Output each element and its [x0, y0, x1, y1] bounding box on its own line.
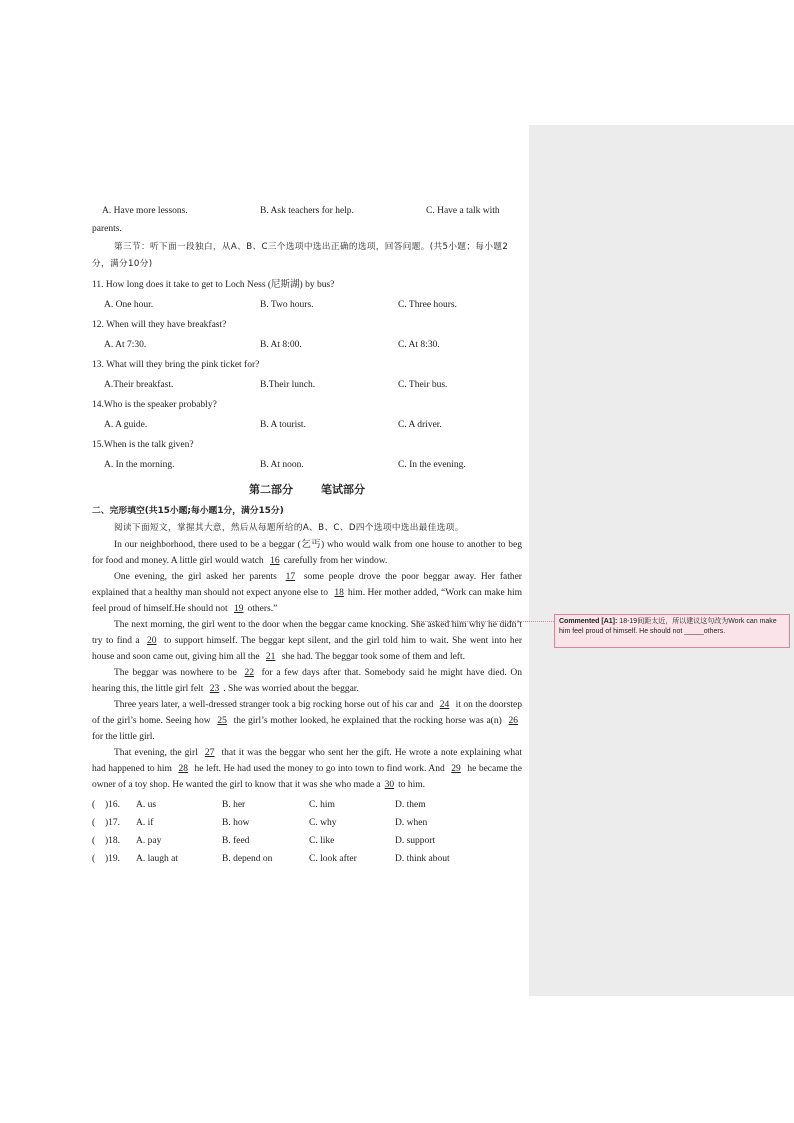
choice-a: A. us [136, 800, 157, 810]
passage-paragraph [92, 665, 522, 697]
answer-option-row [92, 850, 522, 868]
choice-c: C. why [309, 818, 337, 828]
choice-b: B. feed [222, 836, 250, 846]
question-stem: 11. How long does it take to get to Loch Ness (尼斯湖) by bus? [92, 280, 335, 290]
blank-number: 22 [244, 668, 254, 678]
blank-number: 18 [334, 588, 344, 598]
passage-text: . She was worried about the beggar. [223, 684, 359, 694]
option-c: C. In the evening. [398, 460, 466, 470]
option-b: B.Their lunch. [260, 380, 316, 390]
q10-option-a: A. Have more lessons. [102, 206, 188, 216]
document-body [92, 203, 522, 868]
blank-number: 25 [217, 716, 227, 726]
passage-text: for a few days after that. Somebody said he might have died. On hearing this, the little girl felt [92, 668, 522, 694]
question-stem: 12. When will they have breakfast? [92, 320, 227, 330]
option-c: C. Three hours. [398, 300, 457, 310]
passage-text: for the little girl. [92, 732, 155, 742]
passage-text: that it was the beggar who sent her the gift. He wrote a note explaining what had happened to him [92, 748, 523, 774]
question-options [92, 415, 522, 435]
blank-number: 20 [147, 636, 157, 646]
blank-number: 28 [178, 764, 188, 774]
question-options [92, 375, 522, 395]
q10-option-c-continued: parents. [92, 224, 122, 234]
option-a: A. A guide. [104, 420, 148, 430]
choice-a: A. if [136, 818, 154, 828]
option-a: A. One hour. [104, 300, 154, 310]
blank-number: 24 [439, 700, 450, 710]
answer-paren: ( [92, 836, 96, 846]
passage-text: That evening, the girl [114, 748, 201, 758]
passage-text: others.” [247, 604, 278, 614]
blank-number: 16 [270, 556, 280, 566]
comment-label: Commented [A1]: [559, 618, 618, 625]
question-options [92, 455, 522, 475]
option-c: C. A driver. [398, 420, 442, 430]
choice-d: D. when [395, 818, 428, 828]
passage-paragraph [92, 617, 522, 665]
option-b: B. Two hours. [260, 300, 314, 310]
question-options [92, 295, 522, 315]
question-number: )16. [105, 800, 121, 810]
answer-paren: ( [92, 800, 96, 810]
comment-text: 18-19间距太近，所以建议这句改为Work can make him feel proud of himself. He should not _____others. [559, 618, 777, 635]
blank-number: 29 [451, 764, 461, 774]
passage-paragraph [92, 537, 522, 569]
passage-paragraph [92, 697, 522, 745]
answer-paren: ( [92, 854, 96, 864]
option-c: C. At 8:30. [398, 340, 440, 350]
blank-number: 30 [384, 780, 395, 790]
answer-option-row [92, 796, 522, 814]
blank-number: 21 [265, 652, 276, 662]
section3-instructions: 第三节：听下面一段独白，从A、B、C三个选项中选出正确的选项，回答问题。(共5小题；每小题2分，满分10分) [92, 242, 509, 269]
comment-balloon[interactable] [554, 614, 790, 648]
question-number: )17. [105, 818, 121, 828]
choice-c: C. like [309, 836, 335, 846]
passage-text: carefully from her window. [283, 556, 388, 566]
choice-a: A. laugh at [136, 854, 178, 864]
choice-d: D. support [395, 836, 436, 846]
option-b: B. At noon. [260, 460, 304, 470]
cloze-passage [92, 537, 522, 793]
choice-b: B. her [222, 800, 246, 810]
answer-options [92, 796, 522, 868]
blank-number: 19 [234, 604, 244, 614]
answer-option-row [92, 832, 522, 850]
option-c: C. Their bus. [398, 380, 448, 390]
listening-questions [92, 275, 522, 475]
choice-d: D. them [395, 800, 426, 810]
choice-a: A. pay [136, 836, 162, 846]
option-a: A. At 7:30. [104, 340, 147, 350]
option-b: B. A tourist. [260, 420, 306, 430]
passage-text: some people drove the poor beggar away. Her father explained that a healthy man should not expect anyone else to [92, 572, 522, 598]
choice-b: B. depend on [222, 854, 273, 864]
cloze-instructions: 阅读下面短文，掌握其大意，然后从每题所给的A、B、C、D四个选项中选出最佳选项。 [114, 523, 464, 533]
passage-text: One evening, the girl asked her parents [114, 572, 282, 582]
question-stem: 13. What will they bring the pink ticket for? [92, 360, 260, 370]
q10-options [92, 203, 522, 219]
blank-number: 17 [285, 572, 296, 582]
choice-c: C. him [309, 800, 335, 810]
question-stem: 14.Who is the speaker probably? [92, 400, 217, 410]
passage-text: he became the owner of a toy shop. He wanted the girl to know that it was she who made a [92, 764, 522, 790]
passage-text: The beggar was nowhere to be [114, 668, 241, 678]
passage-text: Three years later, a well-dressed stranger took a big rocking horse out of his car and [114, 700, 436, 710]
answer-option-row [92, 814, 522, 832]
comment-connector-line [418, 621, 554, 622]
question-number: )19. [105, 854, 121, 864]
option-a: A. In the morning. [104, 460, 175, 470]
choice-b: B. how [222, 818, 250, 828]
q10-option-b: B. Ask teachers for help. [260, 206, 354, 216]
comment-margin-pane [529, 125, 794, 996]
passage-text: The next morning, the girl went to the door when the beggar came knocking. She asked him why he didn’t try to find a [92, 620, 522, 646]
passage-text: him. Her mother added, “Work can make him feel proud of himself.He should not [92, 588, 522, 614]
question-options [92, 335, 522, 355]
cloze-heading: 二、完形填空(共15小题;每小题1分，满分15分) [92, 506, 284, 516]
option-a: A.Their breakfast. [104, 380, 174, 390]
choice-c: C. look after [309, 854, 357, 864]
passage-text: to him. [398, 780, 426, 790]
blank-number: 27 [204, 748, 215, 758]
passage-text: he left. He had used the money to go into town to find work. And [191, 764, 448, 774]
passage-text: In our neighborhood, there used to be a beggar (乞丐) who would walk from one house to another to beg for food and money. A little girl would watch [92, 540, 522, 566]
question-number: )18. [105, 836, 121, 846]
q10-option-c: C. Have a talk with [426, 206, 500, 216]
passage-text: the girl’s mother looked, he explained that the rocking horse was a(n) [230, 716, 505, 726]
choice-d: D. think about [395, 854, 450, 864]
passage-paragraph [92, 569, 522, 617]
blank-number: 26 [508, 716, 519, 726]
passage-text: it on the doorstep of the girl’s home. Seeing how [92, 700, 522, 726]
part-two-title: 第二部分 笔试部分 [249, 483, 365, 496]
blank-number: 23 [209, 684, 220, 694]
answer-paren: ( [92, 818, 96, 828]
option-b: B. At 8:00. [260, 340, 302, 350]
question-stem: 15.When is the talk given? [92, 440, 194, 450]
passage-text: she had. The beggar took some of them and left. [279, 652, 465, 662]
passage-paragraph [92, 745, 522, 793]
passage-text: to support himself. The beggar kept silent, and the girl told him to wait. She went into her house and soon came out, giving him all the [92, 636, 522, 662]
